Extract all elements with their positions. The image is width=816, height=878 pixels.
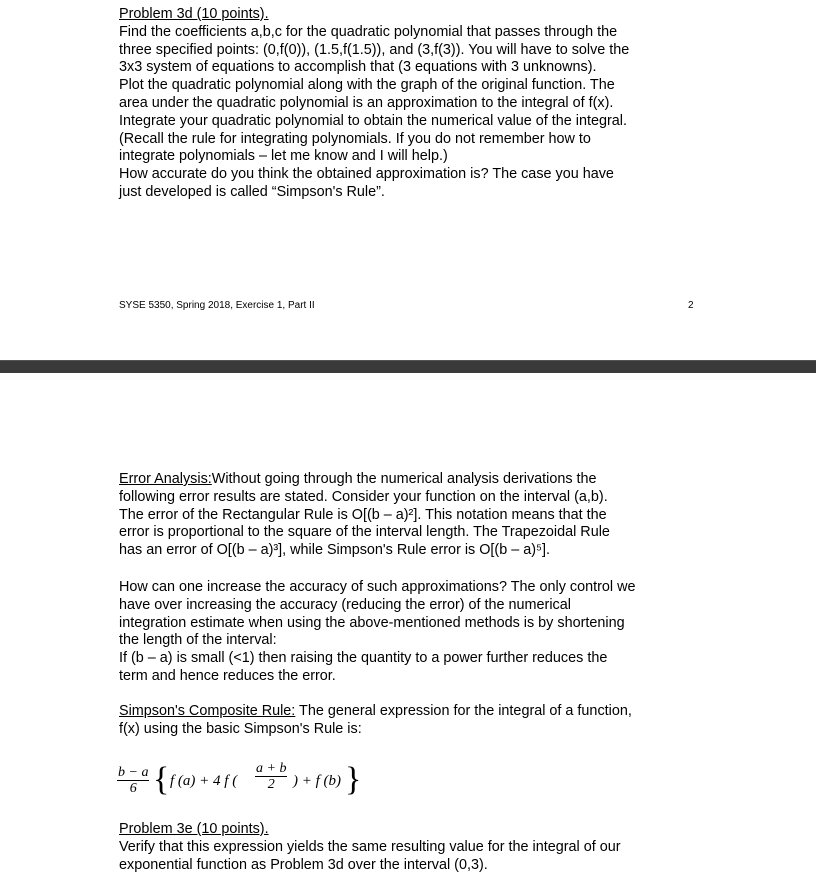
paragraph-line: exponential function as Problem 3d over the interval (0,3).: [119, 856, 488, 873]
paragraph-line: have over increasing the accuracy (reducing the error) of the numerical: [119, 596, 571, 613]
paragraph-line: just developed is called “Simpson's Rule”.: [119, 183, 385, 200]
coefficient-denominator: 6: [129, 781, 137, 796]
paragraph-line: term and hence reduces the error.: [119, 667, 336, 684]
paragraph-line: How accurate do you think the obtained approximation is? The case you have: [119, 166, 614, 183]
midpoint-numerator: a + b: [256, 761, 287, 776]
composite-rule-block: [119, 703, 719, 739]
paragraph-line: Without going through the numerical analysis derivations the: [211, 471, 597, 487]
paragraph-line: the length of the interval:: [119, 632, 277, 649]
formula-part-1: f (a) + 4 f (: [170, 773, 238, 789]
paragraph-line: f(x) using the basic Simpson's Rule is:: [119, 720, 362, 737]
problem-3d-block: [119, 6, 719, 202]
paragraph-line: (Recall the rule for integrating polynomials. If you do not remember how to: [119, 130, 591, 147]
page-footer: SYSE 5350, Spring 2018, Exercise 1, Part II: [119, 300, 315, 311]
composite-rule-heading: Simpson's Composite Rule:: [119, 703, 296, 719]
error-analysis-heading: Error Analysis:: [119, 471, 212, 487]
paragraph-line: error is proportional to the square of the interval length. The Trapezoidal Rule: [119, 524, 610, 541]
coefficient-numerator: b − a: [118, 765, 149, 780]
paragraph-line: following error results are stated. Consider your function on the interval (a,b).: [119, 488, 608, 505]
coefficient-fraction: [117, 765, 149, 796]
simpson-formula: [117, 761, 362, 803]
paragraph-line: integration estimate when using the above-mentioned methods is by shortening: [119, 614, 625, 631]
paragraph-line: Find the coefficients a,b,c for the quadratic polynomial that passes through the: [119, 23, 618, 40]
paragraph-line: Integrate your quadratic polynomial to obtain the numerical value of the integral.: [119, 112, 627, 129]
document-page-2: [0, 373, 816, 878]
midpoint-fraction: [255, 761, 287, 792]
paragraph-line: The error of the Rectangular Rule is O[(b – a)²]. This notation means that the: [119, 506, 607, 523]
paragraph-line: Plot the quadratic polynomial along with the graph of the original function. The: [119, 77, 615, 94]
paragraph-line: If (b – a) is small (<1) then raising the quantity to a power further reduces the: [119, 650, 608, 667]
document-page-1: [0, 0, 816, 360]
paragraph-line: area under the quadratic polynomial is an approximation to the integral of f(x).: [119, 94, 614, 111]
paragraph-line: Verify that this expression yields the same resulting value for the integral of our: [119, 838, 621, 855]
accuracy-block: [119, 579, 719, 686]
paragraph-line: The general expression for the integral of a function,: [295, 703, 632, 719]
paragraph-line: three specified points: (0,f(0)), (1.5,f(1.5)), and (3,f(3)). You will have to solve the: [119, 41, 630, 58]
page-separator: [0, 360, 816, 373]
problem-3e-block: [119, 821, 719, 874]
paragraph-line: 3x3 system of equations to accomplish that (3 equations with 3 unknowns).: [119, 59, 597, 76]
problem-3e-heading: Problem 3e (10 points).: [119, 821, 269, 837]
problem-3d-heading: Problem 3d (10 points).: [119, 6, 269, 22]
paragraph-line: How can one increase the accuracy of such approximations? The only control we: [119, 579, 636, 595]
paragraph-line: integrate polynomials – let me know and I will help.): [119, 148, 448, 165]
midpoint-denominator: 2: [267, 777, 275, 792]
page-number: 2: [688, 300, 694, 311]
error-analysis-block: [119, 471, 719, 560]
right-brace: }: [345, 761, 362, 798]
formula-part-2: ) + f (b): [293, 773, 342, 789]
left-brace: {: [153, 761, 170, 798]
paragraph-line: has an error of O[(b – a)³], while Simpson's Rule error is O[(b – a)⁵].: [119, 542, 550, 559]
